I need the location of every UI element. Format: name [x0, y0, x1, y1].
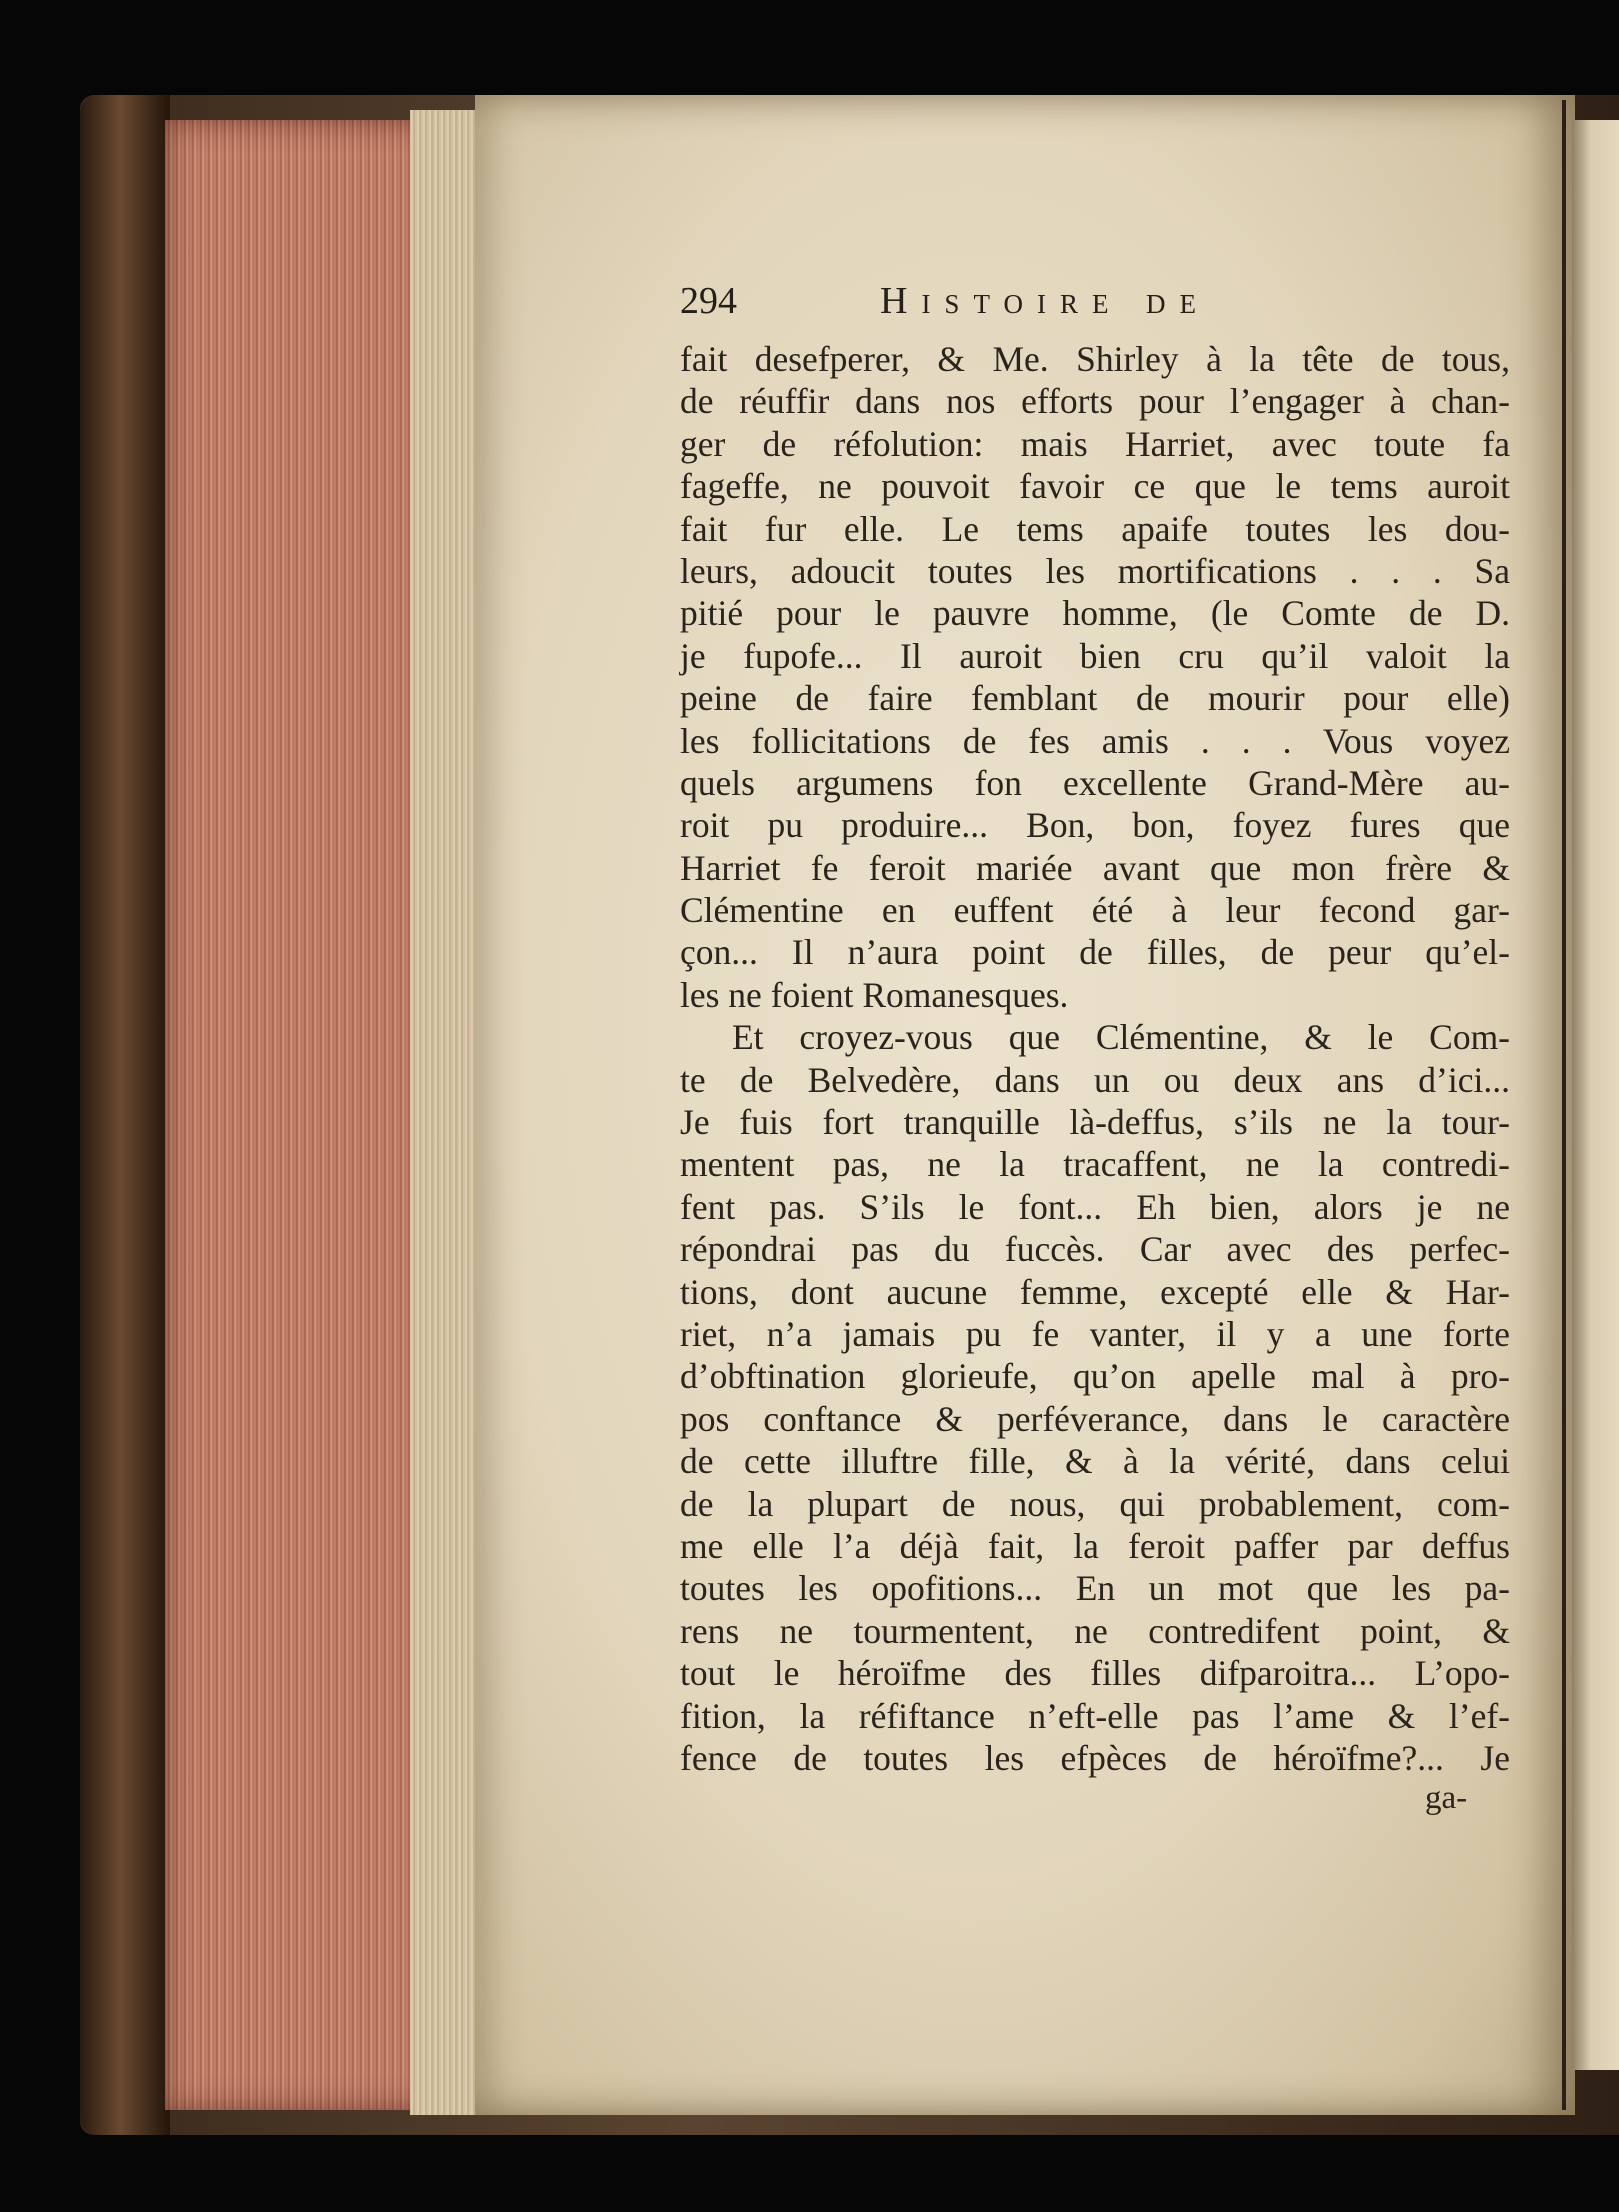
- text-line: mentent pas, ne la tracaffent, ne la contredi-: [680, 1144, 1510, 1185]
- page-header: [680, 274, 1560, 328]
- text-line: je fupofe... Il auroit bien cru qu’il valoit la: [680, 635, 1510, 676]
- text-line: fait desefperer, & Me. Shirley à la tête de tous,: [680, 339, 1510, 379]
- text-line: me elle l’a déjà fait, la feroit paffer par deffus: [680, 1525, 1510, 1566]
- text-line: les follicitations de fes amis . . . Vous voyez: [680, 720, 1510, 761]
- text-line: leurs, adoucit toutes les mortifications . . . Sa: [680, 550, 1510, 591]
- text-line: quels argumens fon excellente Grand-Mère au-: [680, 762, 1510, 803]
- page-number: 294: [680, 280, 737, 322]
- text-line: pos conftance & perféverance, dans le caractère: [680, 1398, 1510, 1439]
- text-line: les ne foient Romanesques.: [680, 974, 1069, 1015]
- text-line: fition, la réfiftance n’eft-elle pas l’ame & l’ef-: [680, 1695, 1510, 1736]
- gutter: [1562, 100, 1566, 2110]
- body-text: [680, 338, 1510, 1779]
- text-line: d’obftination glorieufe, qu’on apelle mal à pro-: [680, 1356, 1510, 1397]
- text-line: répondrai pas du fuccès. Car avec des perfec-: [680, 1229, 1510, 1270]
- page-block-inner-edge: [410, 110, 480, 2115]
- facing-page-edge: [1572, 120, 1619, 2070]
- text-line: çon... Il n’aura point de filles, de peur qu’el-: [680, 932, 1510, 973]
- text-line: fent pas. S’ils le font... Eh bien, alors je ne: [680, 1186, 1510, 1227]
- text-line: Harriet fe feroit mariée avant que mon frère &: [680, 847, 1510, 888]
- leather-spine-edge: [80, 95, 170, 2135]
- text-line: de cette illuftre fille, & à la vérité, dans celui: [680, 1441, 1510, 1482]
- text-line: Clémentine en euffent été à leur fecond gar-: [680, 890, 1510, 931]
- text-line: rens ne tourmentent, ne contredifent point, &: [680, 1610, 1510, 1651]
- catchword: ga-: [1425, 1780, 1468, 1816]
- text-line: fageffe, ne pouvoit favoir ce que le tems auroit: [680, 466, 1510, 507]
- text-line: pitié pour le pauvre homme, (le Comte de D.: [680, 593, 1510, 634]
- text-line: de réuffir dans nos efforts pour l’engager à chan-: [680, 381, 1510, 422]
- text-line: ger de réfolution: mais Harriet, avec toute fa: [680, 423, 1510, 464]
- text-line: peine de faire femblant de mourir pour elle): [680, 678, 1510, 719]
- text-line: toutes les opofitions... En un mot que les pa-: [680, 1568, 1510, 1609]
- text-line: tout le héroïfme des filles difparoitra... L’opo-: [680, 1653, 1510, 1694]
- running-head: Histoire de: [880, 280, 1210, 322]
- text-line: riet, n’a jamais pu fe vanter, il y a une forte: [680, 1313, 1510, 1354]
- text-line: de la plupart de nous, qui probablement, com-: [680, 1483, 1510, 1524]
- text-line: tions, dont aucune femme, excepté elle & Har-: [680, 1271, 1510, 1312]
- text-line: fait fur elle. Le tems apaife toutes les dou-: [680, 508, 1510, 549]
- text-line: Je fuis fort tranquille là-deffus, s’ils ne la tour-: [680, 1102, 1510, 1143]
- text-line: fence de toutes les efpèces de héroïfme?... Je: [680, 1737, 1510, 1778]
- paragraph-start-line: Et croyez-vous que Clémentine, & le Com-: [732, 1017, 1510, 1058]
- text-line: roit pu produire... Bon, bon, foyez fures que: [680, 805, 1510, 846]
- text-line: te de Belvedère, dans un ou deux ans d’ici...: [680, 1059, 1510, 1100]
